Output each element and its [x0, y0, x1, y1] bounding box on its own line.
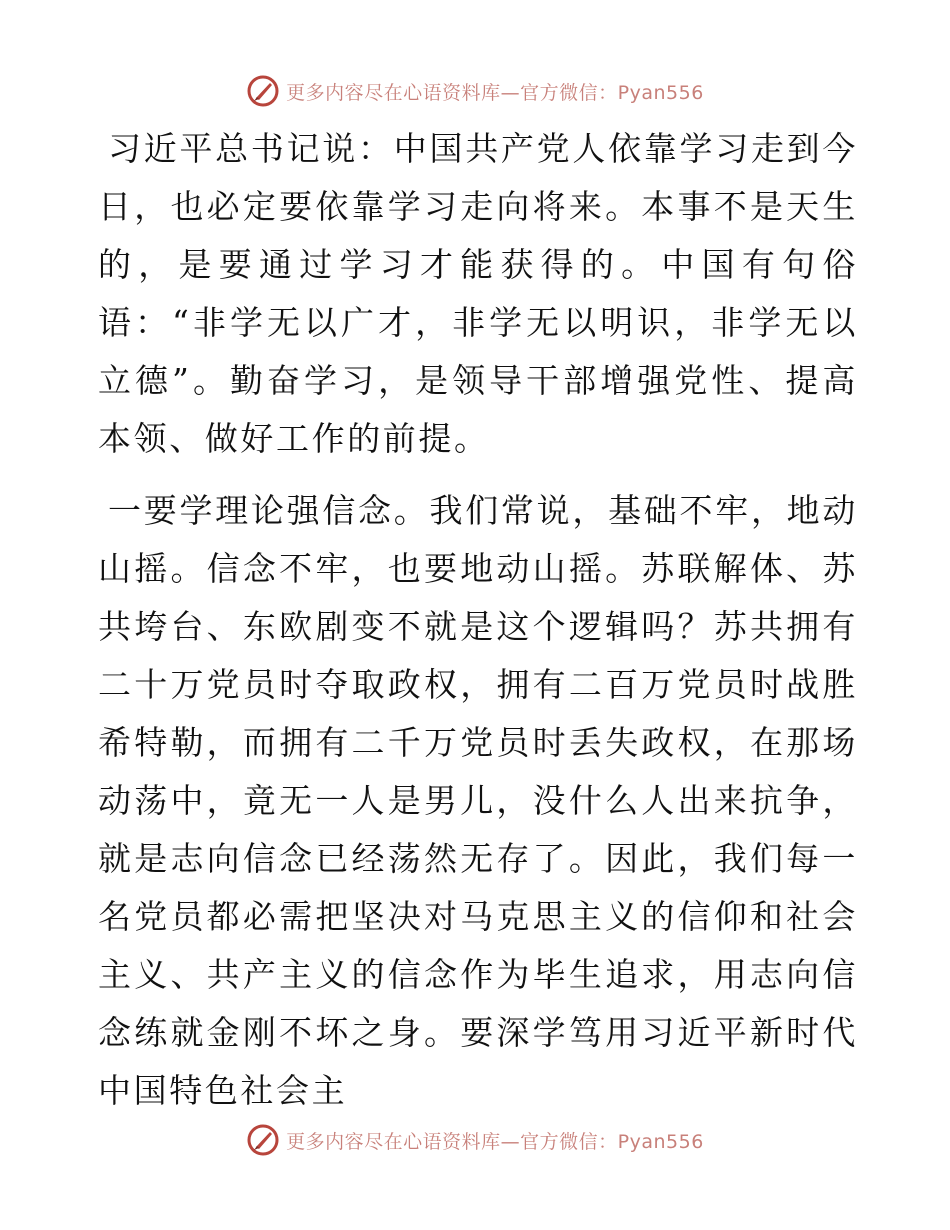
footer-watermark	[0, 1120, 950, 1160]
document-body	[98, 120, 858, 1120]
paragraph-theory-belief: 一要学理论强信念。我们常说，基础不牢，地动山摇。信念不牢，也要地动山摇。苏联解体、苏共垮台、东欧剧变不就是这个逻辑吗？苏共拥有二十万党员时夺取政权，拥有二百万党员时战胜希特勒，而拥有二千万党员时丢失政权，在那场动荡中，竟无一人是男儿，没什么人出来抗争，就是志向信念已经荡然无存了。因此，我们每一名党员都必需把坚决对马克思主义的信仰和社会主义、共产主义的信念作为毕生追求，用志向信念练就金刚不坏之身。要深学笃用习近平新时代中国特色社会主	[98, 491, 858, 1110]
header-watermark	[0, 71, 950, 111]
paragraph-intro: 习近平总书记说：中国共产党人依靠学习走到今日，也必定要依靠学习走向将来。本事不是天生的，是要通过学习才能获得的。中国有句俗语：“非学无以广才，非学无以明识，非学无以立德”。勤奋学习，是领导干部增强党性、提高本领、做好工作的前提。	[98, 129, 858, 458]
quill-seal-icon	[246, 1123, 280, 1157]
quill-seal-icon	[246, 74, 280, 108]
watermark-text: 更多内容尽在心语资料库—官方微信：Pyan556	[286, 1130, 704, 1153]
watermark-text: 更多内容尽在心语资料库—官方微信：Pyan556	[286, 81, 704, 104]
